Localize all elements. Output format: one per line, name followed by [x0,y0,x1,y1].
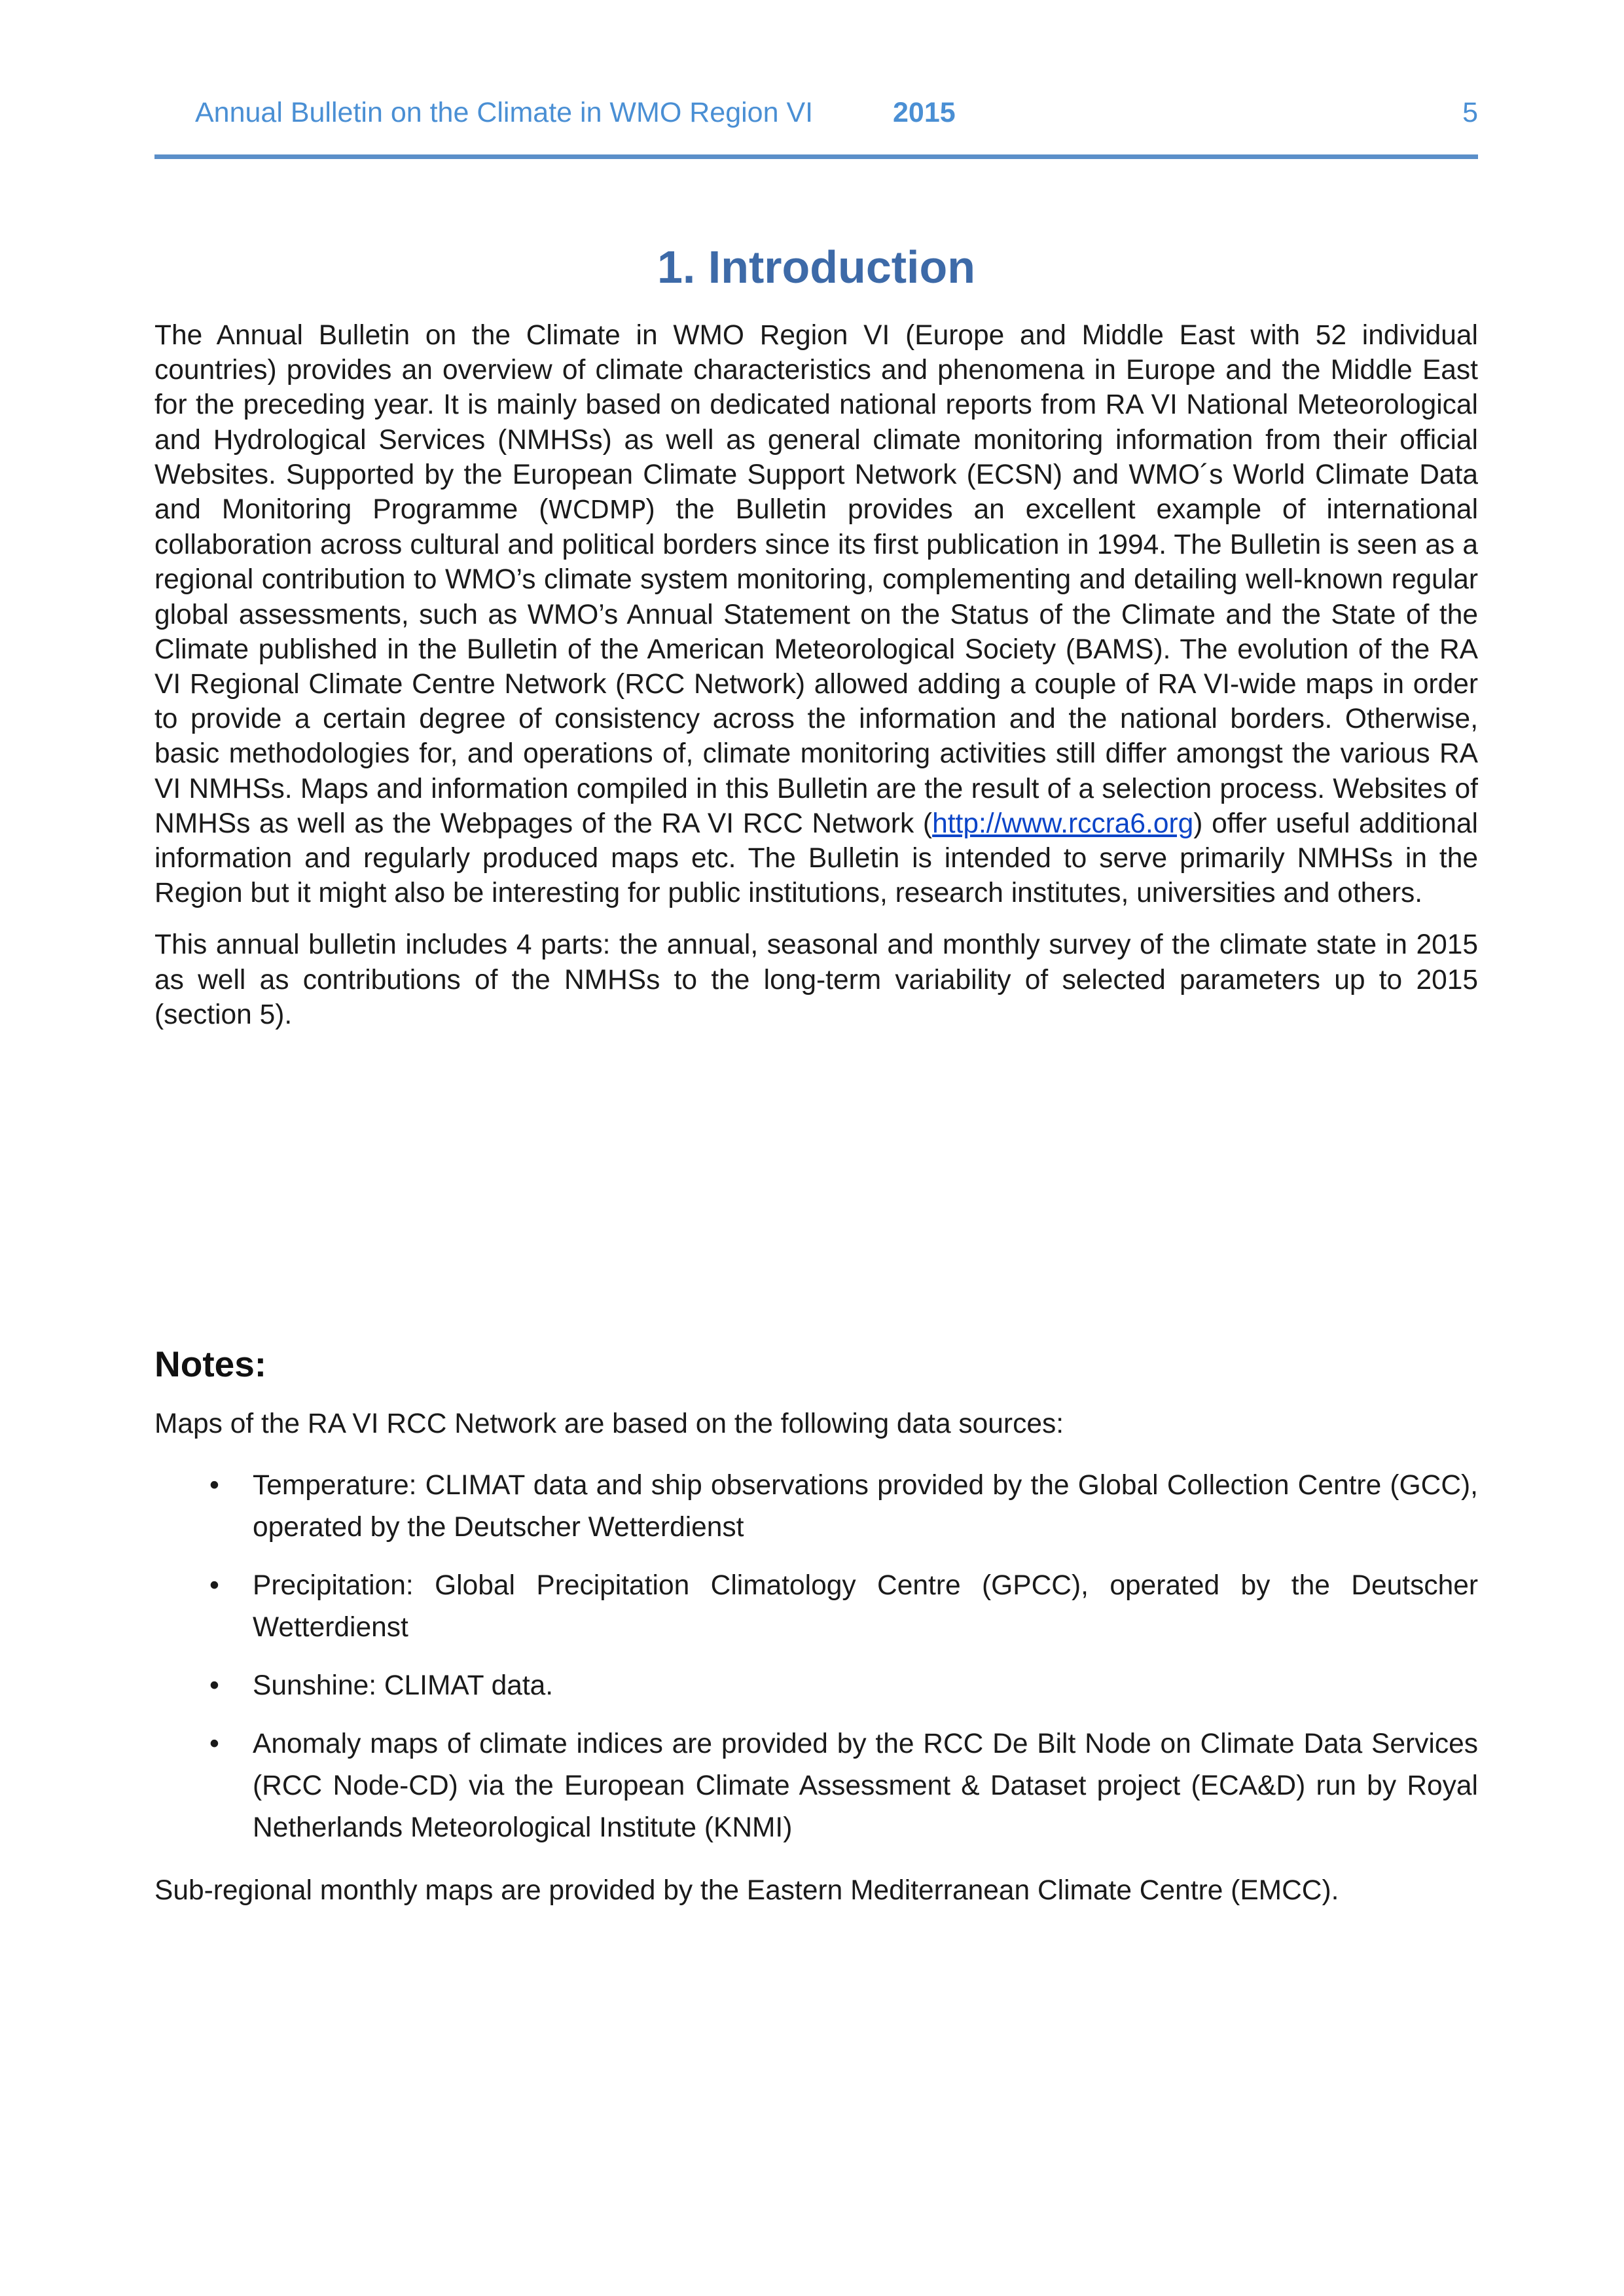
bullet-icon: • [209,1729,219,1759]
notes-intro: Maps of the RA VI RCC Network are based on the following data sources: [154,1408,1064,1439]
wcdmp-acronym: WCDMP [548,495,646,525]
list-item-text: Temperature: CLIMAT data and ship observations provided by the Global Collection Centre (GCC), operated by the Deutscher Wetterdienst [253,1470,1478,1543]
notes-heading: Notes: [154,1344,267,1384]
list-item [154,1723,1478,1849]
intro-text-part-3: ) offer useful additional information and regularly produced maps etc. The Bulletin is intended to serve primarily NMHSs in the Region but it might also be interesting for public institutions, research institutes, universities and others. [154,808,1478,909]
header-title: Annual Bulletin on the Climate in WMO Region VI [195,97,814,128]
list-item [154,1565,1478,1649]
introduction-body [154,318,1478,1049]
rccra6-link[interactable]: http://www.rccra6.org [932,808,1194,839]
intro-text-part-1: The Annual Bulletin on the Climate in WMO Region VI (Europe and Middle East with 52 individual countries) provides an overview of climate characteristics and phenomena in Europe and the Middle East for the preceding year. It is mainly based on dedicated national reports from RA VI National Meteorological and Hydrological Services (NMHSs) as well as general climate monitoring information from their official Websites. Supported by the European Climate Support Network (ECSN) and WMO´s World Climate Data and Monitoring Programme ( [154,320,1478,526]
notes-footer: Sub-regional monthly maps are provided by the Eastern Mediterranean Climate Centre (EMCC). [154,1875,1339,1906]
intro-text-part-2: ) the Bulletin provides an excellent example of international collaboration across cultural and political borders since its first publication in 1994. The Bulletin is seen as a regional contribution to WMO’s climate system monitoring, complementing and detailing well-known regular global assessments, such as WMO’s Annual Statement on the Status of the Climate and the State of the Climate published in the Bulletin of the American Meteorological Society (BAMS). The evolution of the RA VI Regional Climate Centre Network (RCC Network) allowed adding a couple of RA VI-wide maps in order to provide a certain degree of consistency across the information and the national borders. Otherwise, basic methodologies for, and operations of, climate monitoring activities still differ amongst the various RA VI NMHSs. Maps and information compiled in this Bulletin are the result of a selection process. Websites of NMHSs as well as the Webpages of the RA VI RCC Network ( [154,494,1479,839]
list-item [154,1665,1478,1707]
header-divider [154,154,1478,159]
intro-paragraph-2: This annual bulletin includes 4 parts: the annual, seasonal and monthly survey of the climate state in 2015 as well as contributions of the NMHSs to the long-term variability of selected parameters up to 2015 (section 5). [154,929,1478,1030]
intro-paragraph-1 [154,318,1478,910]
section-heading-introduction: 1. Introduction [657,242,976,293]
list-item [154,1465,1478,1549]
bullet-icon: • [209,1570,219,1601]
bullet-icon: • [209,1470,219,1501]
data-sources-list [154,1465,1478,1865]
list-item-text: Precipitation: Global Precipitation Climatology Centre (GPCC), operated by the Deutscher Wetterdienst [253,1570,1478,1643]
document-page [154,0,1478,2296]
bullet-icon: • [209,1670,219,1701]
running-header [154,90,1478,137]
list-item-text: Sunshine: CLIMAT data. [253,1670,554,1701]
list-item-text: Anomaly maps of climate indices are provided by the RCC De Bilt Node on Climate Data Services (RCC Node-CD) via the European Climate Assessment & Dataset project (ECA&D) run by Royal Netherlands Meteorological Institute (KNMI) [253,1729,1478,1843]
header-year: 2015 [893,97,956,128]
page-number: 5 [1462,97,1478,128]
